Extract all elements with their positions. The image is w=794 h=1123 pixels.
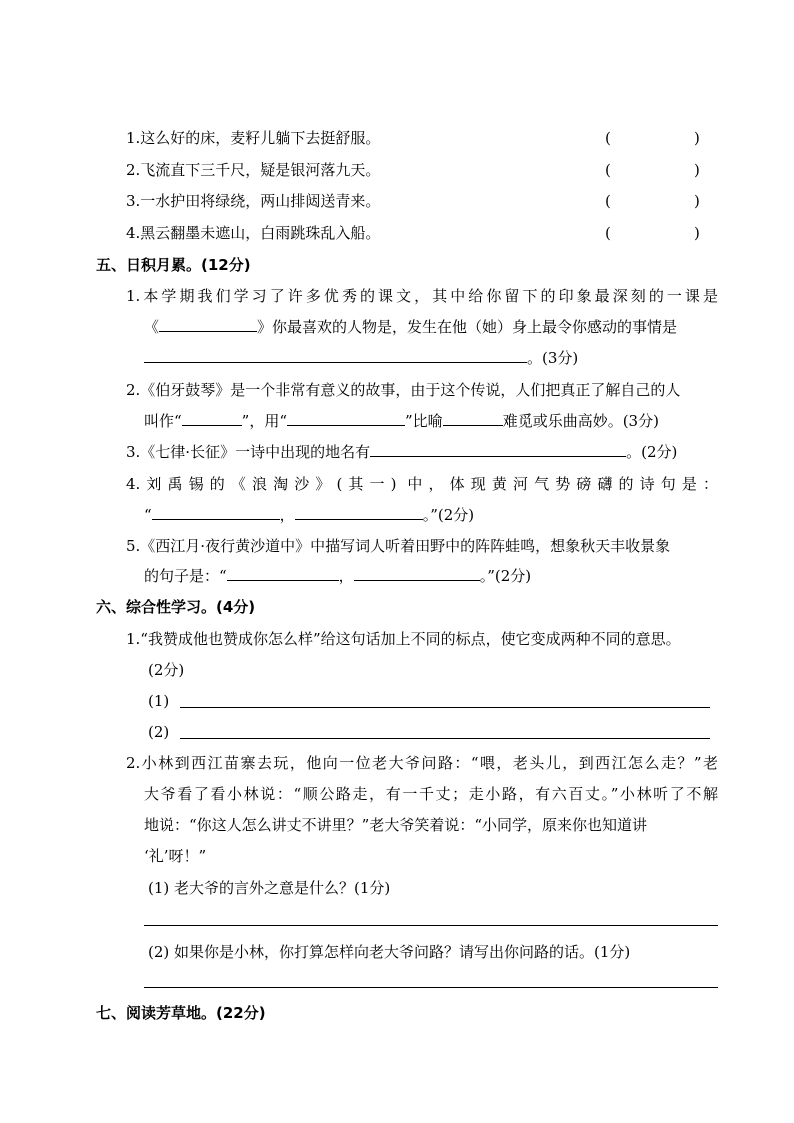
q5-4-line-b bbox=[144, 505, 474, 525]
q6-1-option-2-label: (2) bbox=[148, 723, 170, 741]
q6-1-answer-line-2[interactable] bbox=[180, 738, 710, 739]
q5-4-blank-2[interactable] bbox=[295, 505, 423, 520]
q5-5-line-b bbox=[144, 566, 531, 586]
answer-paren-close-3: ) bbox=[694, 192, 700, 210]
q5-1-blank-title[interactable] bbox=[159, 317, 257, 332]
q5-4-blank-1[interactable] bbox=[152, 505, 280, 520]
q6-1-line-a: 1.“我赞成他也赞成你怎么样”给这句话加上不同的标点，使它变成两种不同的意思。 bbox=[126, 630, 681, 648]
q5-5-line-a: 5.《西江月·夜行黄沙道中》中描写词人听着田野中的阵阵蛙鸣，想象秋天丰收景象 bbox=[126, 537, 671, 555]
q5-1-line-b bbox=[144, 317, 677, 337]
q5-5-text-b1: 的句子是：“ bbox=[144, 567, 227, 585]
q5-1-line-c bbox=[144, 348, 578, 368]
answer-paren-open-3: ( bbox=[605, 192, 611, 210]
q5-4-text-b2: ， bbox=[279, 506, 295, 524]
q5-2-text-b3: ”比喻 bbox=[405, 412, 443, 430]
q5-1-line-a: 1.本学期我们学习了许多优秀的课文，其中给你留下的印象最深刻的一课是 bbox=[126, 287, 718, 305]
judge-item-4: 4.黑云翻墨未遮山，白雨跳珠乱入船。 bbox=[126, 224, 381, 242]
q5-1-text-b1: 《 bbox=[144, 318, 160, 336]
q5-2-line-b bbox=[144, 411, 659, 431]
answer-paren-close-2: ) bbox=[694, 161, 700, 179]
q5-5-blank-2[interactable] bbox=[354, 566, 480, 581]
judge-item-2: 2.飞流直下三千尺，疑是银河落九天。 bbox=[126, 161, 381, 179]
q5-1-text-b2: 》你最喜欢的人物是，发生在他（她）身上最令你感动的事情是 bbox=[257, 318, 678, 336]
q5-5-text-b2: ， bbox=[338, 567, 354, 585]
judge-item-1: 1.这么好的床，麦籽儿躺下去挺舒服。 bbox=[126, 129, 381, 147]
q6-2-answer-line-1[interactable] bbox=[144, 925, 718, 926]
answer-paren-open-2: ( bbox=[605, 161, 611, 179]
q5-4-text-b1: “ bbox=[144, 506, 152, 524]
q6-2-sub-question-2: (2) 如果你是小林，你打算怎样向老大爷问路？请写出你问路的话。(1分) bbox=[148, 943, 631, 961]
answer-paren-close-1: ) bbox=[694, 129, 700, 147]
q5-2-text-b1: 叫作“ bbox=[144, 412, 182, 430]
q5-3-line bbox=[126, 442, 677, 462]
q6-1-option-1-label: (1) bbox=[148, 692, 170, 710]
section-5-title: 五、日积月累。(12分) bbox=[96, 256, 251, 274]
q5-4-line-a: 4.刘禹锡的《浪淘沙》(其一) 中，体现黄河气势磅礴的诗句是： bbox=[126, 475, 718, 493]
q6-2-line-1: 2.小林到西江苗寨去玩，他向一位老大爷问路：“喂，老头儿，到西江怎么走？”老 bbox=[126, 754, 718, 772]
q6-2-line-2: 大爷看了看小林说：“顺公路走，有一千丈；走小路，有六百丈。”小林听了不解 bbox=[144, 785, 718, 803]
section-6-title: 六、综合性学习。(4分) bbox=[96, 598, 256, 616]
q5-5-text-b3: 。”(2分) bbox=[479, 567, 532, 585]
q5-2-text-b2: ”，用“ bbox=[241, 412, 288, 430]
q6-2-answer-line-2[interactable] bbox=[144, 987, 718, 988]
q5-2-line-a: 2.《伯牙鼓琴》是一个非常有意义的故事，由于这个传说，人们把真正了解自己的人 bbox=[126, 381, 681, 399]
q5-2-blank-1[interactable] bbox=[182, 411, 242, 426]
q6-2-line-4: ‘礼’呀！” bbox=[144, 847, 207, 865]
q6-1-score: (2分) bbox=[148, 661, 185, 679]
q5-5-blank-1[interactable] bbox=[227, 566, 339, 581]
judge-item-3: 3.一水护田将绿绕，两山排闼送青来。 bbox=[126, 192, 381, 210]
q5-3-text-a: 3.《七律·长征》一诗中出现的地名有 bbox=[126, 443, 371, 461]
q5-1-text-c: 。(3分) bbox=[527, 349, 579, 367]
answer-paren-open-1: ( bbox=[605, 129, 611, 147]
q5-2-blank-3[interactable] bbox=[443, 411, 503, 426]
q5-2-blank-2[interactable] bbox=[287, 411, 405, 426]
q6-2-line-3: 地说：“你这人怎么讲丈不讲里？”老大爷笑着说：“小同学，原来你也知道讲 bbox=[144, 816, 648, 834]
q5-1-blank-event[interactable] bbox=[144, 348, 527, 363]
q5-3-text-b: 。(2分) bbox=[626, 443, 678, 461]
answer-paren-close-4: ) bbox=[694, 224, 700, 242]
q5-2-text-b4: 难觅或乐曲高妙。(3分) bbox=[502, 412, 659, 430]
q5-4-text-b3: 。”(2分) bbox=[422, 506, 475, 524]
q6-1-answer-line-1[interactable] bbox=[180, 707, 710, 708]
q6-2-sub-question-1: (1) 老大爷的言外之意是什么？(1分) bbox=[148, 879, 391, 897]
q5-3-blank[interactable] bbox=[370, 442, 626, 457]
section-7-title: 七、阅读芳草地。(22分) bbox=[96, 1004, 266, 1022]
answer-paren-open-4: ( bbox=[605, 224, 611, 242]
